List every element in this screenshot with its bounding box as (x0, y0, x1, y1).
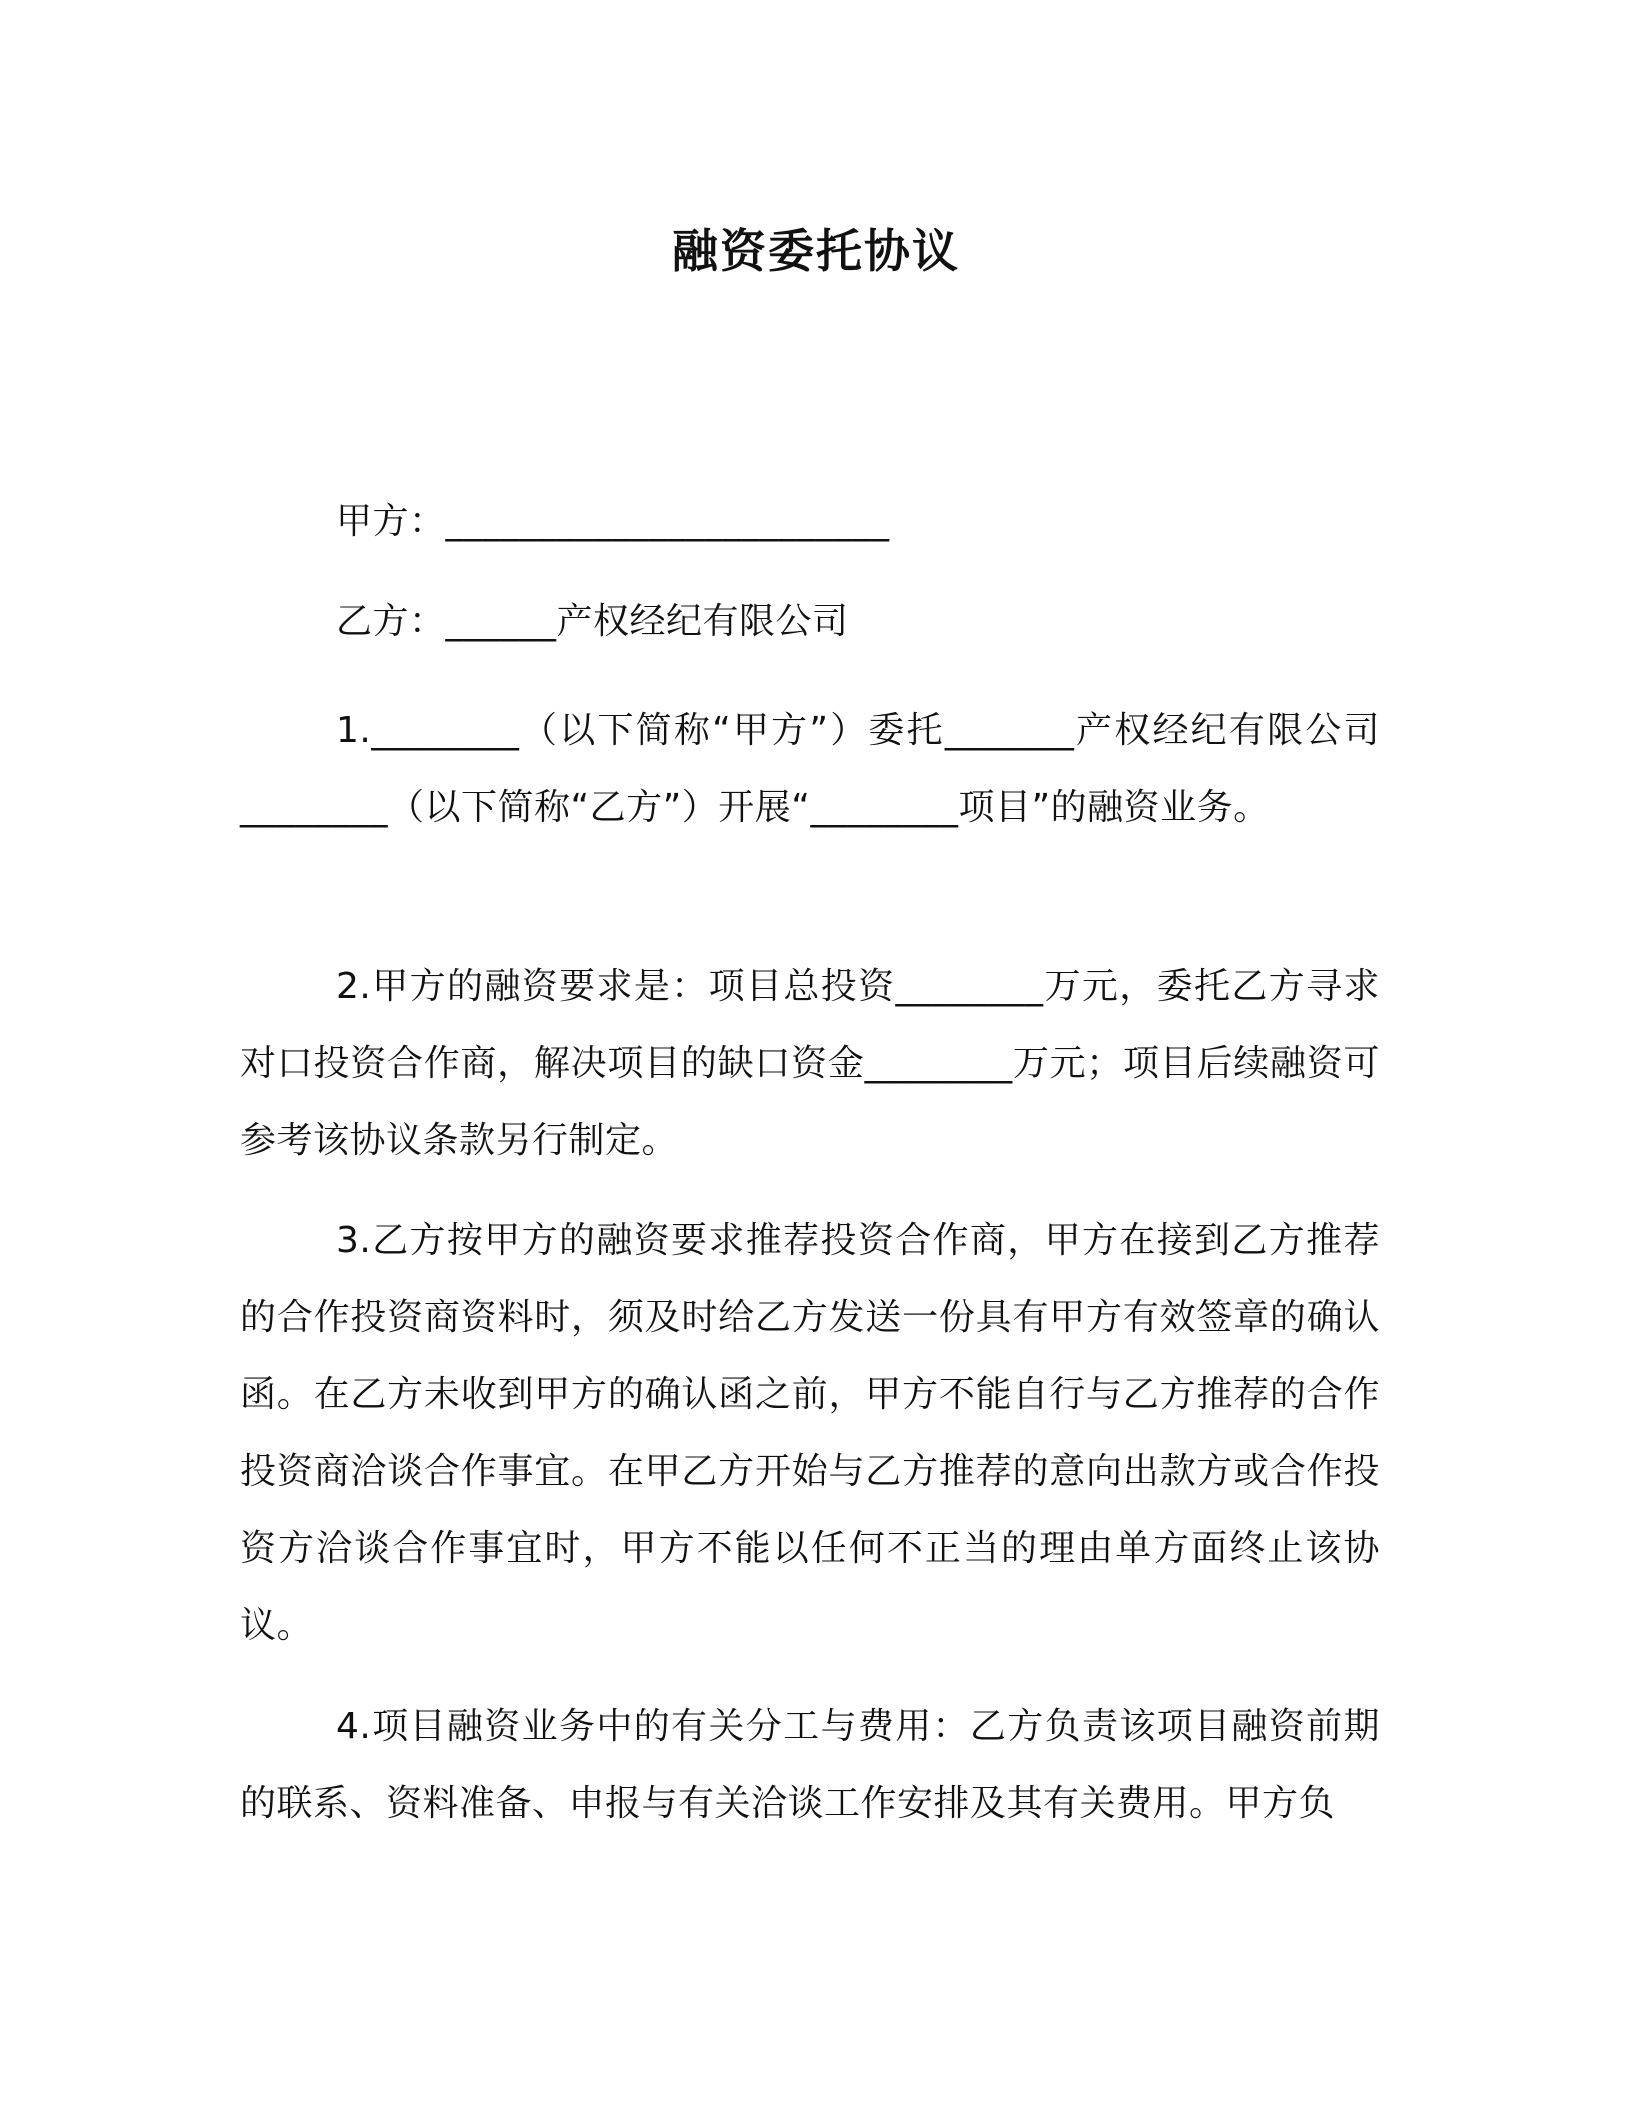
document-title: 融资委托协议 (672, 224, 960, 278)
clause-1: 1.________（以下简称“甲方”）委托_______产权经纪有限公司________（以下简称“乙方”）开展“________项目”的融资业务。 (240, 710, 1380, 828)
clause-3: 3.乙方按甲方的融资要求推荐投资合作商，甲方在接到乙方推荐的合作投资商资料时，须及时给乙方发送一份具有甲方有效签章的确认函。在乙方未收到甲方的确认函之前，甲方不能自行与乙方推荐的合作投资商洽谈合作事宜。在甲乙方开始与乙方推荐的意向出款方或合作投资方洽谈合作事宜时，甲方不能以任何不正当的理由单方面终止该协议。 (240, 1220, 1380, 1646)
clause-2: 2.甲方的融资要求是：项目总投资________万元，委托乙方寻求对口投资合作商，解决项目的缺口资金________万元；项目后续融资可参考该协议条款另行制定。 (240, 966, 1380, 1161)
party-a-line: 甲方：________________________ (336, 501, 890, 542)
clause-4: 4.项目融资业务中的有关分工与费用：乙方负责该项目融资前期的联系、资料准备、申报与有关洽谈工作安排及其有关费用。甲方负 (240, 1706, 1380, 1824)
party-b-line: 乙方：______产权经纪有限公司 (336, 601, 849, 642)
